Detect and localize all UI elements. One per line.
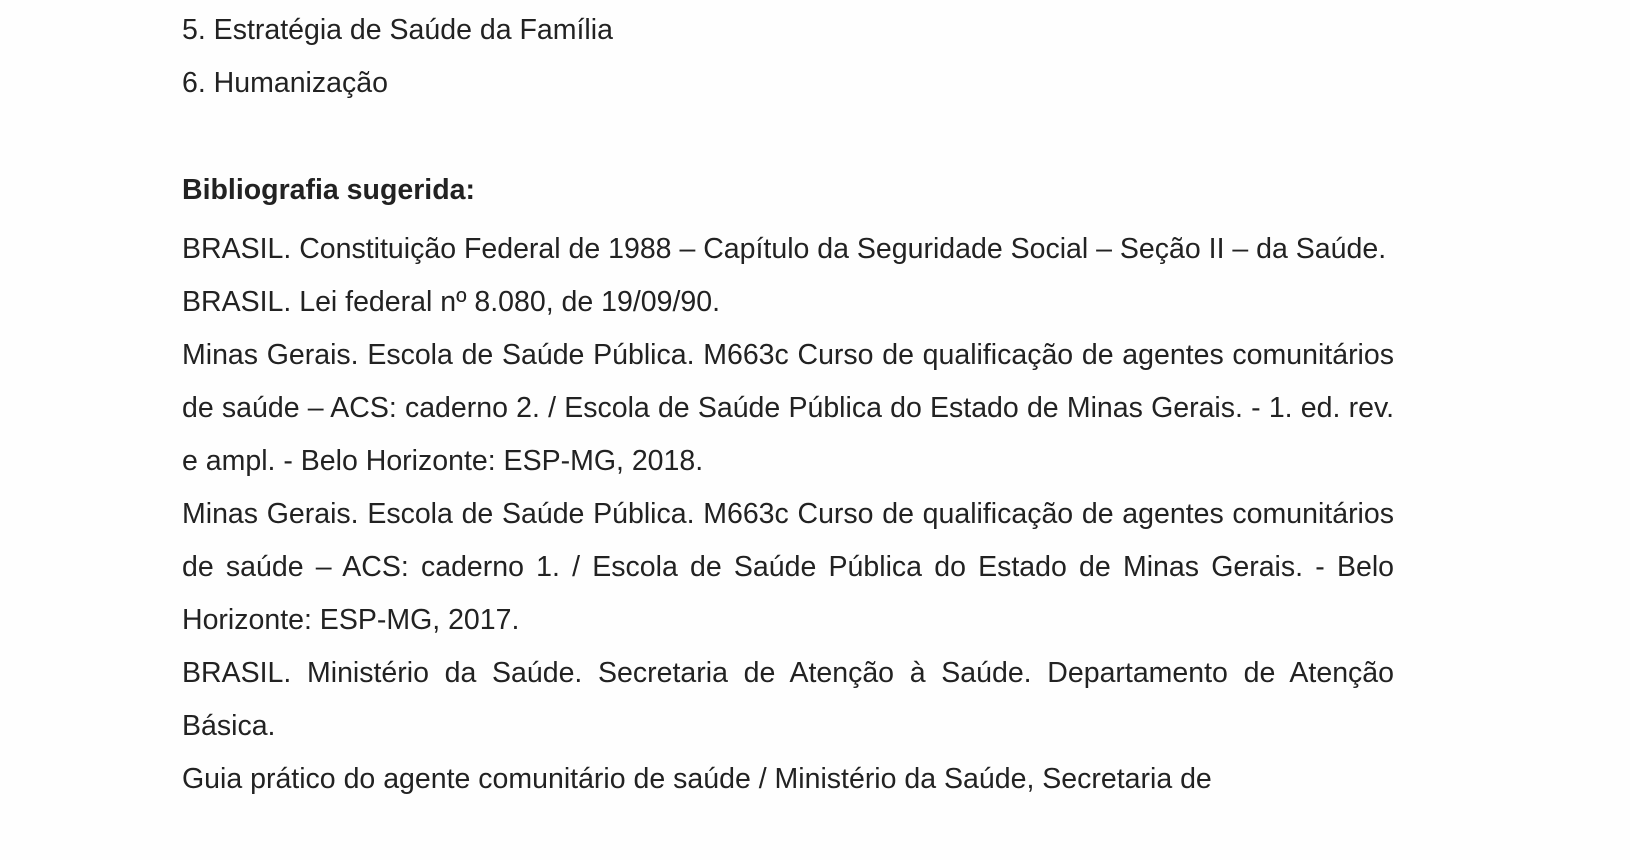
reference-acs-caderno-1: Minas Gerais. Escola de Saúde Pública. M663c Curso de qualificação de agentes comunitários de saúde – ACS: caderno 1. / Escola de Saúde Pública do Estado de Minas Gerais. - Belo Horizonte: ESP-MG, 2017.	[182, 498, 1394, 636]
bibliography-heading: Bibliografia sugerida:	[182, 174, 475, 206]
topic-list-item-5: 5. Estratégia de Saúde da Família	[182, 14, 613, 46]
document-content	[182, 10, 1394, 806]
reference-guia-pratico: Guia prático do agente comunitário de saúde / Ministério da Saúde, Secretaria de	[182, 763, 1212, 795]
reference-constituicao: BRASIL. Constituição Federal de 1988 – Capítulo da Seguridade Social – Seção II – da Saúde.	[182, 233, 1387, 265]
paragraph-spacer	[182, 116, 1394, 170]
reference-acs-caderno-2: Minas Gerais. Escola de Saúde Pública. M663c Curso de qualificação de agentes comunitários de saúde – ACS: caderno 2. / Escola de Saúde Pública do Estado de Minas Gerais. - 1. ed. rev. e ampl. - Belo Horizonte: ESP-MG, 2018.	[182, 339, 1394, 477]
reference-ministerio-saude: BRASIL. Ministério da Saúde. Secretaria de Atenção à Saúde. Departamento de Atenção Básica.	[182, 657, 1394, 742]
reference-lei-8080: BRASIL. Lei federal nº 8.080, de 19/09/90.	[182, 286, 721, 318]
topic-list-item-6: 6. Humanização	[182, 67, 388, 99]
